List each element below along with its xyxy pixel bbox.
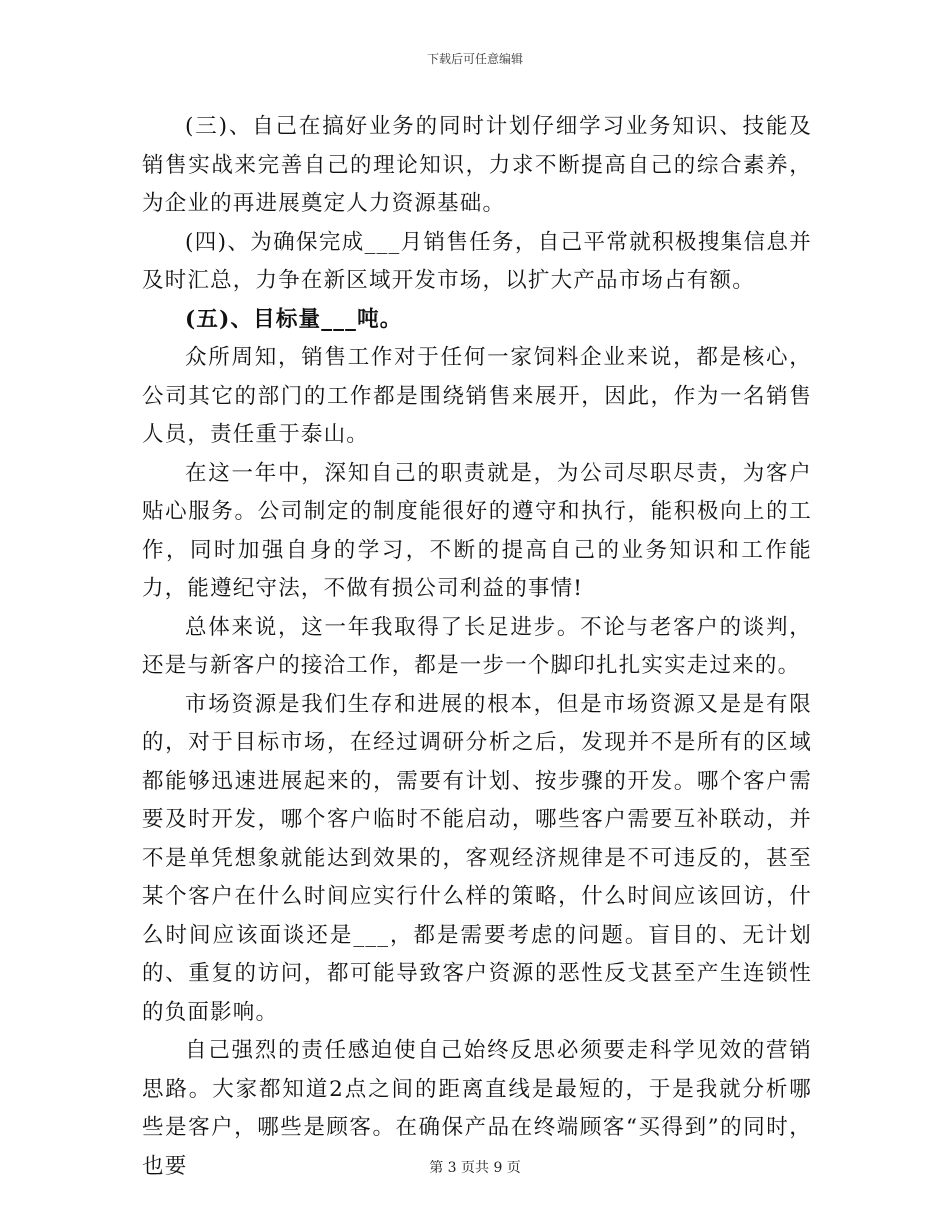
paragraph-sales-core: 众所周知，销售工作对于任何一家饲料企业来说，都是核心，公司其它的部门的工作都是围绕销售来展开，因此，作为一名销售人员，责任重于泰山。	[142, 345, 812, 447]
paragraph-progress: 总体来说，这一年我取得了长足进步。不论与老客户的谈判，还是与新客户的接洽工作，都是一步一个脚印扎扎实实走过来的。	[142, 614, 812, 678]
document-body	[142, 108, 812, 1186]
paragraph-4: (四)、为确保完成___月销售任务，自己平常就积极搜集信息并及时汇总，力争在新区域开发市场，以扩大产品市场占有额。	[142, 229, 812, 293]
paragraph-duty: 在这一年中，深知自己的职责就是，为公司尽职尽责，为客户贴心服务。公司制定的制度能很好的遵守和执行，能积极向上的工作，同时加强自身的学习，不断的提高自己的业务知识和工作能力，能遵纪守法，不做有损公司利益的事情!	[142, 460, 812, 601]
paragraph-market-resources: 市场资源是我们生存和进展的根本，但是市场资源又是是有限的，对于目标市场，在经过调研分析之后，发现并不是所有的区域都能够迅速进展起来的，需要有计划、按步骤的开发。哪个客户需要及时开发，哪个客户临时不能启动，哪些客户需要互补联动，并不是单凭想象就能达到效果的，客观经济规律是不可违反的，甚至某个客户在什么时间应实行什么样的策略，什么时间应该回访，什么时间应该面谈还是___，都是需要考虑的问题。盲目的、无计划的、重复的访问，都可能导致客户资源的恶性反戈甚至产生连锁性的负面影响。	[142, 691, 812, 1025]
paragraph-5-heading: (五)、目标量___吨。	[185, 306, 403, 332]
page-footer: 第 3 页共 9 页	[429, 1160, 521, 1176]
paragraph-3: (三)、自己在搞好业务的同时计划仔细学习业务知识、技能及销售实战来完善自己的理论知识，力求不断提高自己的综合素养，为企业的再进展奠定人力资源基础。	[142, 114, 812, 216]
paragraph-marketing-thinking: 自己强烈的责任感迫使自己始终反思必须要走科学见效的营销思路。大家都知道2点之间的距离直线是最短的，于是我就分析哪些是客户，哪些是顾客。在确保产品在终端顾客“买得到”的同时，也要	[142, 1038, 812, 1179]
page-header: 下载后可任意编辑	[426, 52, 523, 66]
